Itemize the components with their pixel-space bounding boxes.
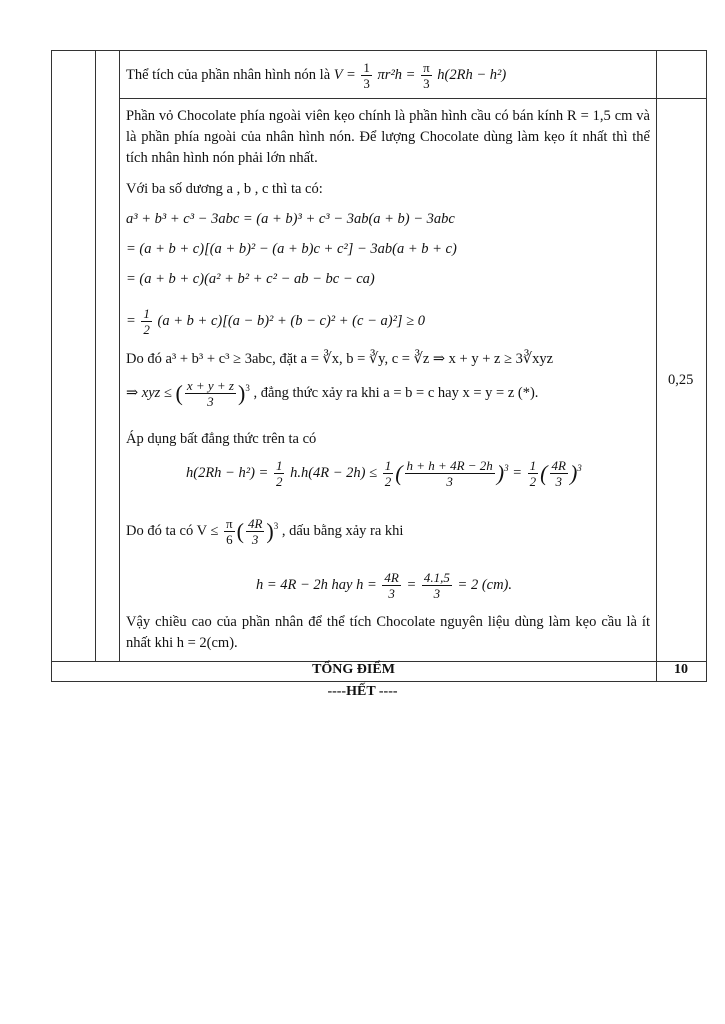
total-value: 10 — [674, 662, 688, 677]
h-frac-b — [422, 570, 452, 601]
frac-num: 1 — [529, 458, 537, 473]
imp-post: , đẳng thức xảy ra khi a = b = c hay x = y = z (*). — [253, 384, 539, 401]
row2-implication — [126, 378, 538, 409]
frac-den: 2 — [275, 474, 283, 489]
row1-volume-line — [126, 60, 506, 91]
table-border-left — [51, 50, 52, 681]
frac-num: 4R — [247, 516, 263, 531]
table-col-divider — [119, 50, 120, 661]
ineq-frac-c — [405, 458, 495, 489]
frac-den: 2 — [529, 474, 537, 489]
frac-num: 4.1,5 — [423, 570, 450, 585]
row1-frac1 — [361, 60, 372, 91]
table-border-top — [51, 50, 707, 51]
h-frac-a — [382, 570, 400, 601]
row2-eq1: a³ + b³ + c³ − 3abc = (a + b)³ + c³ − 3ab(a + b) − 3abc — [126, 211, 455, 227]
frac-num: h + h + 4R − 2h — [406, 458, 493, 473]
score-cell: 0,25 — [668, 372, 694, 388]
imp-pre: ⇒ xyz ≤ — [126, 384, 172, 401]
row2-h-solution — [256, 570, 512, 601]
frac-num: 1 — [143, 306, 150, 321]
so-frac-a — [224, 516, 235, 547]
frac-num: 4R — [384, 570, 399, 585]
table-row-divider — [119, 98, 707, 99]
paren-open: ( — [236, 518, 244, 544]
row1-mid: πr²h = — [377, 66, 416, 83]
row2-eq3: = (a + b + c)(a² + b² + c² − ab − bc − ca) — [126, 271, 375, 287]
ineq-frac-e — [528, 458, 539, 489]
cube-exp: 3 — [273, 521, 279, 531]
frac-num: x + y + z — [186, 378, 234, 393]
frac-den: 2 — [143, 322, 150, 337]
ineq-frac-b — [383, 458, 394, 489]
h-eq: = — [406, 576, 417, 593]
ineq-frac-a — [274, 458, 285, 489]
ineq-pre: h(2Rh − h²) = — [186, 464, 269, 481]
cube-exp: 3 — [577, 463, 582, 473]
frac-den: 3 — [251, 532, 259, 547]
so-post: , dấu bằng xảy ra khi — [281, 522, 404, 539]
frac-den: 3 — [433, 586, 441, 601]
eq4-post: (a + b + c)[(a − b)² + (b − c)² + (c − a)²] ≥ 0 — [157, 312, 426, 329]
ineq-eq: = — [512, 464, 523, 481]
cube-exp: 3 — [245, 383, 250, 393]
end-mark: ----HẾT ---- — [327, 684, 398, 699]
table-col-divider — [656, 50, 657, 681]
paren-close: ) — [266, 518, 274, 544]
row2-so — [126, 516, 403, 547]
imp-frac — [185, 378, 236, 409]
row2-apply: Áp dụng bất đẳng thức trên ta có — [126, 431, 317, 447]
cube-exp: 3 — [504, 463, 509, 473]
paren-open: ( — [540, 460, 548, 486]
frac-num: 1 — [363, 60, 370, 75]
paren-close: ) — [569, 460, 578, 486]
frac-den: 3 — [207, 394, 214, 409]
h-post: = 2 (cm). — [457, 576, 513, 593]
frac-num: π — [423, 60, 430, 75]
row1-v: V = — [333, 66, 356, 83]
frac-num: π — [226, 516, 233, 531]
eq4-frac — [141, 306, 152, 337]
frac-den: 3 — [363, 76, 370, 91]
frac-den: 3 — [388, 586, 395, 601]
frac-den: 6 — [226, 532, 233, 547]
frac-num: 4R — [551, 458, 566, 473]
eq4-pre: = — [126, 312, 136, 329]
row2-eq4 — [126, 306, 425, 337]
row2-inequality — [186, 458, 582, 489]
ineq-frac-f — [550, 458, 568, 489]
frac-den: 3 — [423, 76, 430, 91]
ineq-mid: h.h(4R − 2h) ≤ — [290, 464, 378, 481]
paren-close: ) — [237, 380, 246, 406]
paren-open: ( — [395, 460, 403, 486]
row2-do-do: Do đó a³ + b³ + c³ ≥ 3abc, đặt a = ∛x, b = ∛y, c = ∛z ⇒ x + y + z ≥ 3∛xyz — [126, 351, 554, 367]
row2-conclusion: Vậy chiều cao của phần nhân để thể tích Chocolate nguyên liệu dùng làm kẹo cầu là ít nhất khi h = 2(cm). — [126, 614, 650, 651]
frac-den: 2 — [384, 474, 392, 489]
frac-num: 1 — [275, 458, 283, 473]
table-col-divider — [95, 50, 96, 661]
row1-prefix: Thể tích của phần nhân hình nón là — [126, 66, 331, 83]
total-label: TỔNG ĐIỂM — [312, 662, 395, 677]
so-frac-b — [246, 516, 264, 547]
row2-eq2: = (a + b + c)[(a + b)² − (a + b)c + c²] − 3ab(a + b + c) — [126, 241, 457, 257]
row1-frac2 — [421, 60, 432, 91]
frac-num: 1 — [384, 458, 392, 473]
paren-close: ) — [496, 460, 505, 486]
so-pre: Do đó ta có V ≤ — [126, 522, 219, 539]
table-border-right — [706, 50, 707, 681]
frac-den: 3 — [555, 474, 562, 489]
paren-open: ( — [175, 380, 183, 406]
row1-tail: h(2Rh − h²) — [437, 66, 507, 83]
row2-paragraph: Phần vỏ Chocolate phía ngoài viên kẹo chính là phần hình cầu có bán kính R = 1,5 cm và là phần phía ngoài của nhân hình nón. Để lượng Chocolate dùng làm kẹo ít nhất thì thể tích nhân hình nón phải lớn nhất. — [126, 108, 650, 166]
table-border-bottom — [51, 681, 707, 682]
row2-three-positive: Với ba số dương a , b , c thì ta có: — [126, 181, 323, 197]
h-pre: h = 4R − 2h hay h = — [256, 576, 377, 593]
frac-den: 3 — [446, 474, 453, 489]
